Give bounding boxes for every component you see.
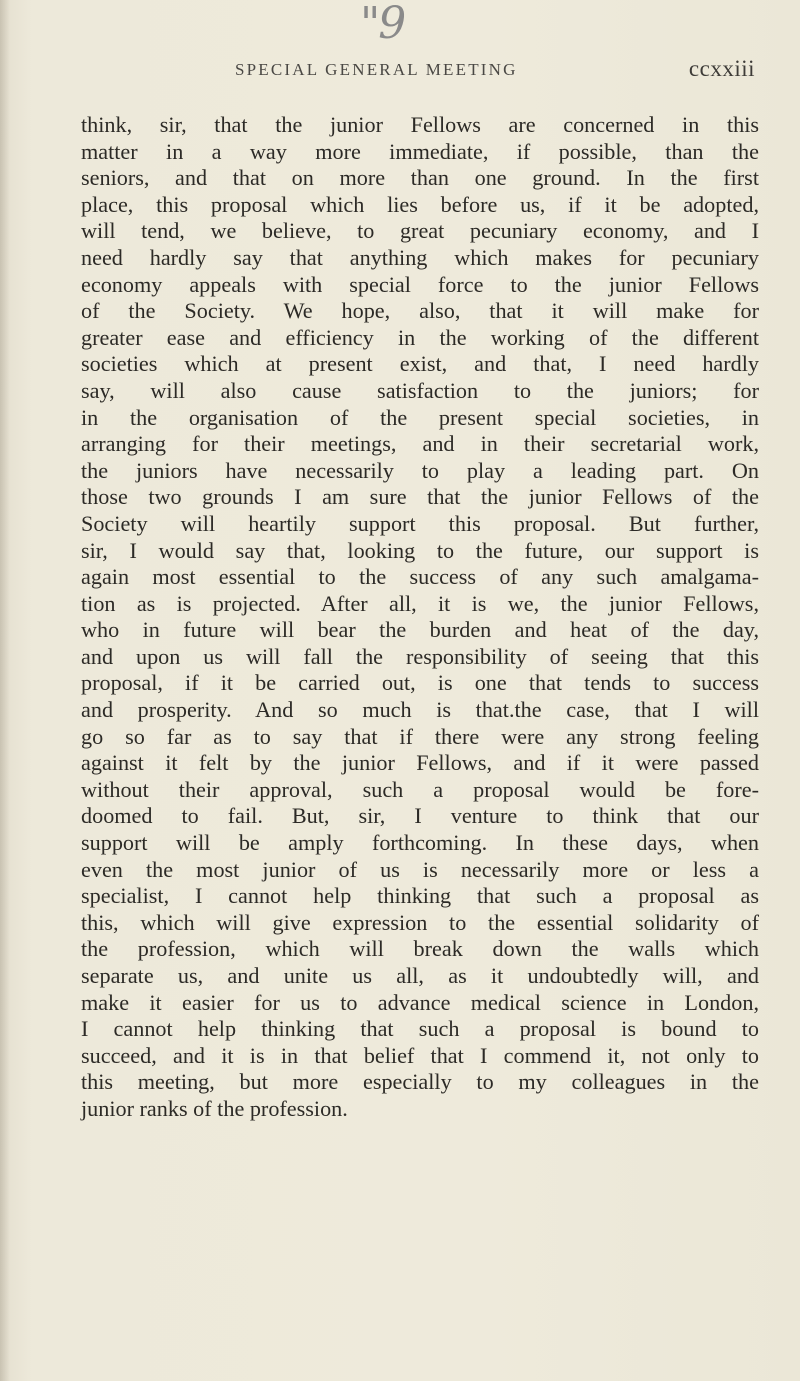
- text-line: succeed, and it is in that belief that I commend it, not only to: [81, 1042, 759, 1068]
- text-line: and prosperity. And so much is that.the case, that I will: [81, 697, 759, 723]
- text-line: who in future will bear the burden and heat of the day,: [81, 617, 759, 643]
- pencil-annotation: "9: [360, 0, 405, 49]
- text-line: think, sir, that the junior Fellows are concerned in this: [81, 112, 759, 137]
- text-line: place, this proposal which lies before us, if it be adopted,: [81, 191, 759, 217]
- text-line: separate us, and unite us all, as it undoubtedly will, and: [81, 963, 759, 988]
- text-line: against it felt by the junior Fellows, and if it were passed: [81, 750, 759, 776]
- text-line: proposal, if it be carried out, is one that tends to success: [81, 670, 759, 696]
- text-line: and upon us will fall the responsibility of seeing that this: [81, 643, 759, 669]
- text-line: economy appeals with special force to the junior Fellows: [81, 271, 759, 297]
- text-line: need hardly say that anything which makes for pecuniary: [81, 244, 759, 270]
- text-line: go so far as to say that if there were any strong feeling: [81, 723, 759, 749]
- text-line: the juniors have necessarily to play a leading part. On: [81, 457, 759, 483]
- text-line: in the organisation of the present special societies, in: [81, 404, 759, 430]
- text-line: societies which at present exist, and that, I need hardly: [81, 351, 759, 377]
- page-number: ccxxiii: [688, 56, 755, 81]
- text-line: this, which will give expression to the essential solidarity of: [81, 909, 759, 935]
- text-line: seniors, and that on more than one ground. In the first: [81, 165, 759, 191]
- running-head-title: SPECIAL GENERAL MEETING: [235, 60, 518, 79]
- text-line: those two grounds I am sure that the junior Fellows of the: [81, 484, 759, 510]
- text-line: arranging for their meetings, and in their secretarial work,: [81, 431, 759, 457]
- text-line: matter in a way more immediate, if possible, than the: [81, 138, 759, 164]
- text-line: doomed to fail. But, sir, I venture to think that our: [81, 803, 759, 829]
- text-line: junior ranks of the profession.: [81, 1095, 348, 1121]
- text-line: Society will heartily support this proposal. But further,: [81, 510, 759, 536]
- spine-shadow: [0, 0, 10, 1381]
- text-line: again most essential to the success of any such amalgama-: [81, 564, 759, 590]
- text-line: sir, I would say that, looking to the future, our support is: [81, 537, 759, 563]
- text-line: support will be amply forthcoming. In these days, when: [81, 830, 759, 856]
- body-paragraph: [81, 112, 759, 1123]
- text-line: I cannot help thinking that such a proposal is bound to: [81, 1016, 759, 1042]
- text-line: make it easier for us to advance medical science in London,: [81, 989, 759, 1015]
- text-line: say, will also cause satisfaction to the juniors; for: [81, 377, 759, 403]
- text-line: this meeting, but more especially to my colleagues in the: [81, 1069, 759, 1095]
- text-line: the profession, which will break down the walls which: [81, 936, 759, 962]
- text-line: without their approval, such a proposal would be fore-: [81, 776, 759, 802]
- running-head: [235, 56, 755, 86]
- text-line: greater ease and efficiency in the working of the different: [81, 324, 759, 350]
- text-line: will tend, we believe, to great pecuniary economy, and I: [81, 218, 759, 244]
- text-line: specialist, I cannot help thinking that such a proposal as: [81, 883, 759, 909]
- text-line: of the Society. We hope, also, that it will make for: [81, 298, 759, 324]
- text-line: tion as is projected. After all, it is we, the junior Fellows,: [81, 590, 759, 616]
- text-line: even the most junior of us is necessarily more or less a: [81, 856, 759, 882]
